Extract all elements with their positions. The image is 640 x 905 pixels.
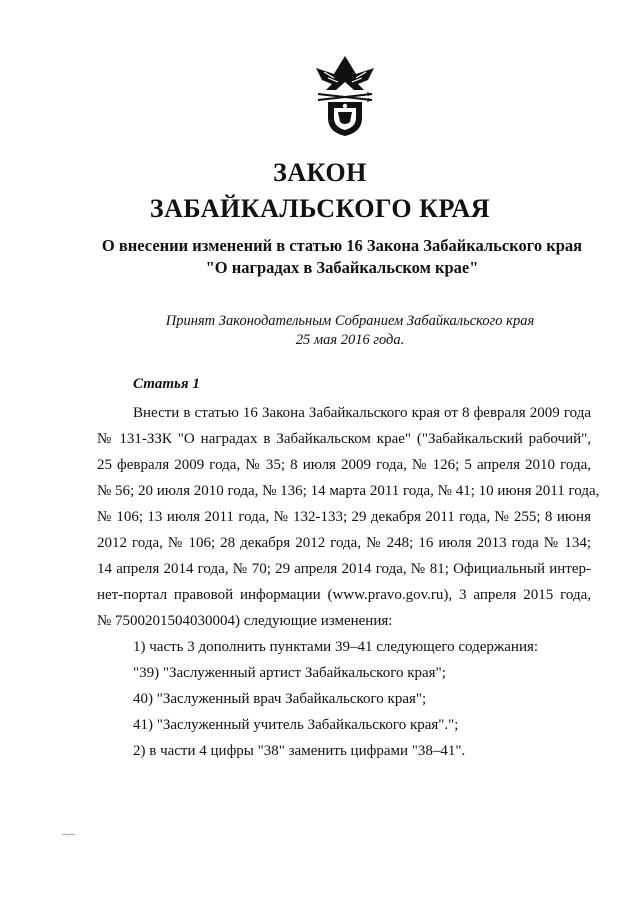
paragraph-line: № 131-ЗЗК "О наградах в Забайкальском крае" ("Забайкальский рабочий", [97,431,591,447]
amendment-item: 41) "Заслуженный учитель Забайкальского края"."; [133,717,459,733]
document-title-line2: ЗАБАЙКАЛЬСКОГО КРАЯ [149,194,491,223]
document-subtitle-line2: "О наградах в Забайкальском крае" [205,258,479,277]
paragraph-line: Внести в статью 16 Закона Забайкальского края от 8 февраля 2009 года [133,405,591,421]
adoption-date: 25 мая 2016 года. [295,332,405,348]
amendment-item: 1) часть 3 дополнить пунктами 39–41 следующего содержания: [133,639,539,655]
adoption-note-line1: Принят Законодательным Собранием Забайкальского края [165,313,535,329]
paragraph-line: 2012 года, № 106; 28 декабря 2012 года, № 248; 16 июля 2013 года № 134; [97,535,591,551]
paragraph-line: № 7500201504030004) следующие изменения: [97,613,393,629]
paragraph-line: № 56; 20 июля 2010 года, № 136; 14 марта 2011 года, № 41; 10 июня 2011 года, [97,483,600,499]
paragraph-line: 25 февраля 2009 года, № 35; 8 июля 2009 года, № 126; 5 апреля 2010 года, [97,457,591,473]
paragraph-line: № 106; 13 июля 2011 года, № 132-133; 29 декабря 2011 года, № 255; 8 июня [97,509,591,525]
document-title-line1: ЗАКОН [273,158,367,187]
amendment-item: 2) в части 4 цифры "38" заменить цифрами "38–41". [133,743,466,759]
amendment-item: 40) "Заслуженный врач Забайкальского края"; [133,691,427,707]
document-subtitle-line1: О внесении изменений в статью 16 Закона Забайкальского края [101,236,583,255]
paragraph-line: нет-портал правовой информации (www.pravo.gov.ru), 3 апреля 2015 года, [97,587,591,603]
scan-artifact-mark [62,833,76,836]
amendment-item: "39) "Заслуженный артист Забайкальского края"; [133,665,446,681]
article-heading: Статья 1 [133,376,200,392]
coat-of-arms-emblem [314,54,376,138]
paragraph-line: 14 апреля 2014 года, № 70; 29 апреля 2014 года, № 81; Официальный интер- [97,561,591,577]
article-body [97,400,600,764]
